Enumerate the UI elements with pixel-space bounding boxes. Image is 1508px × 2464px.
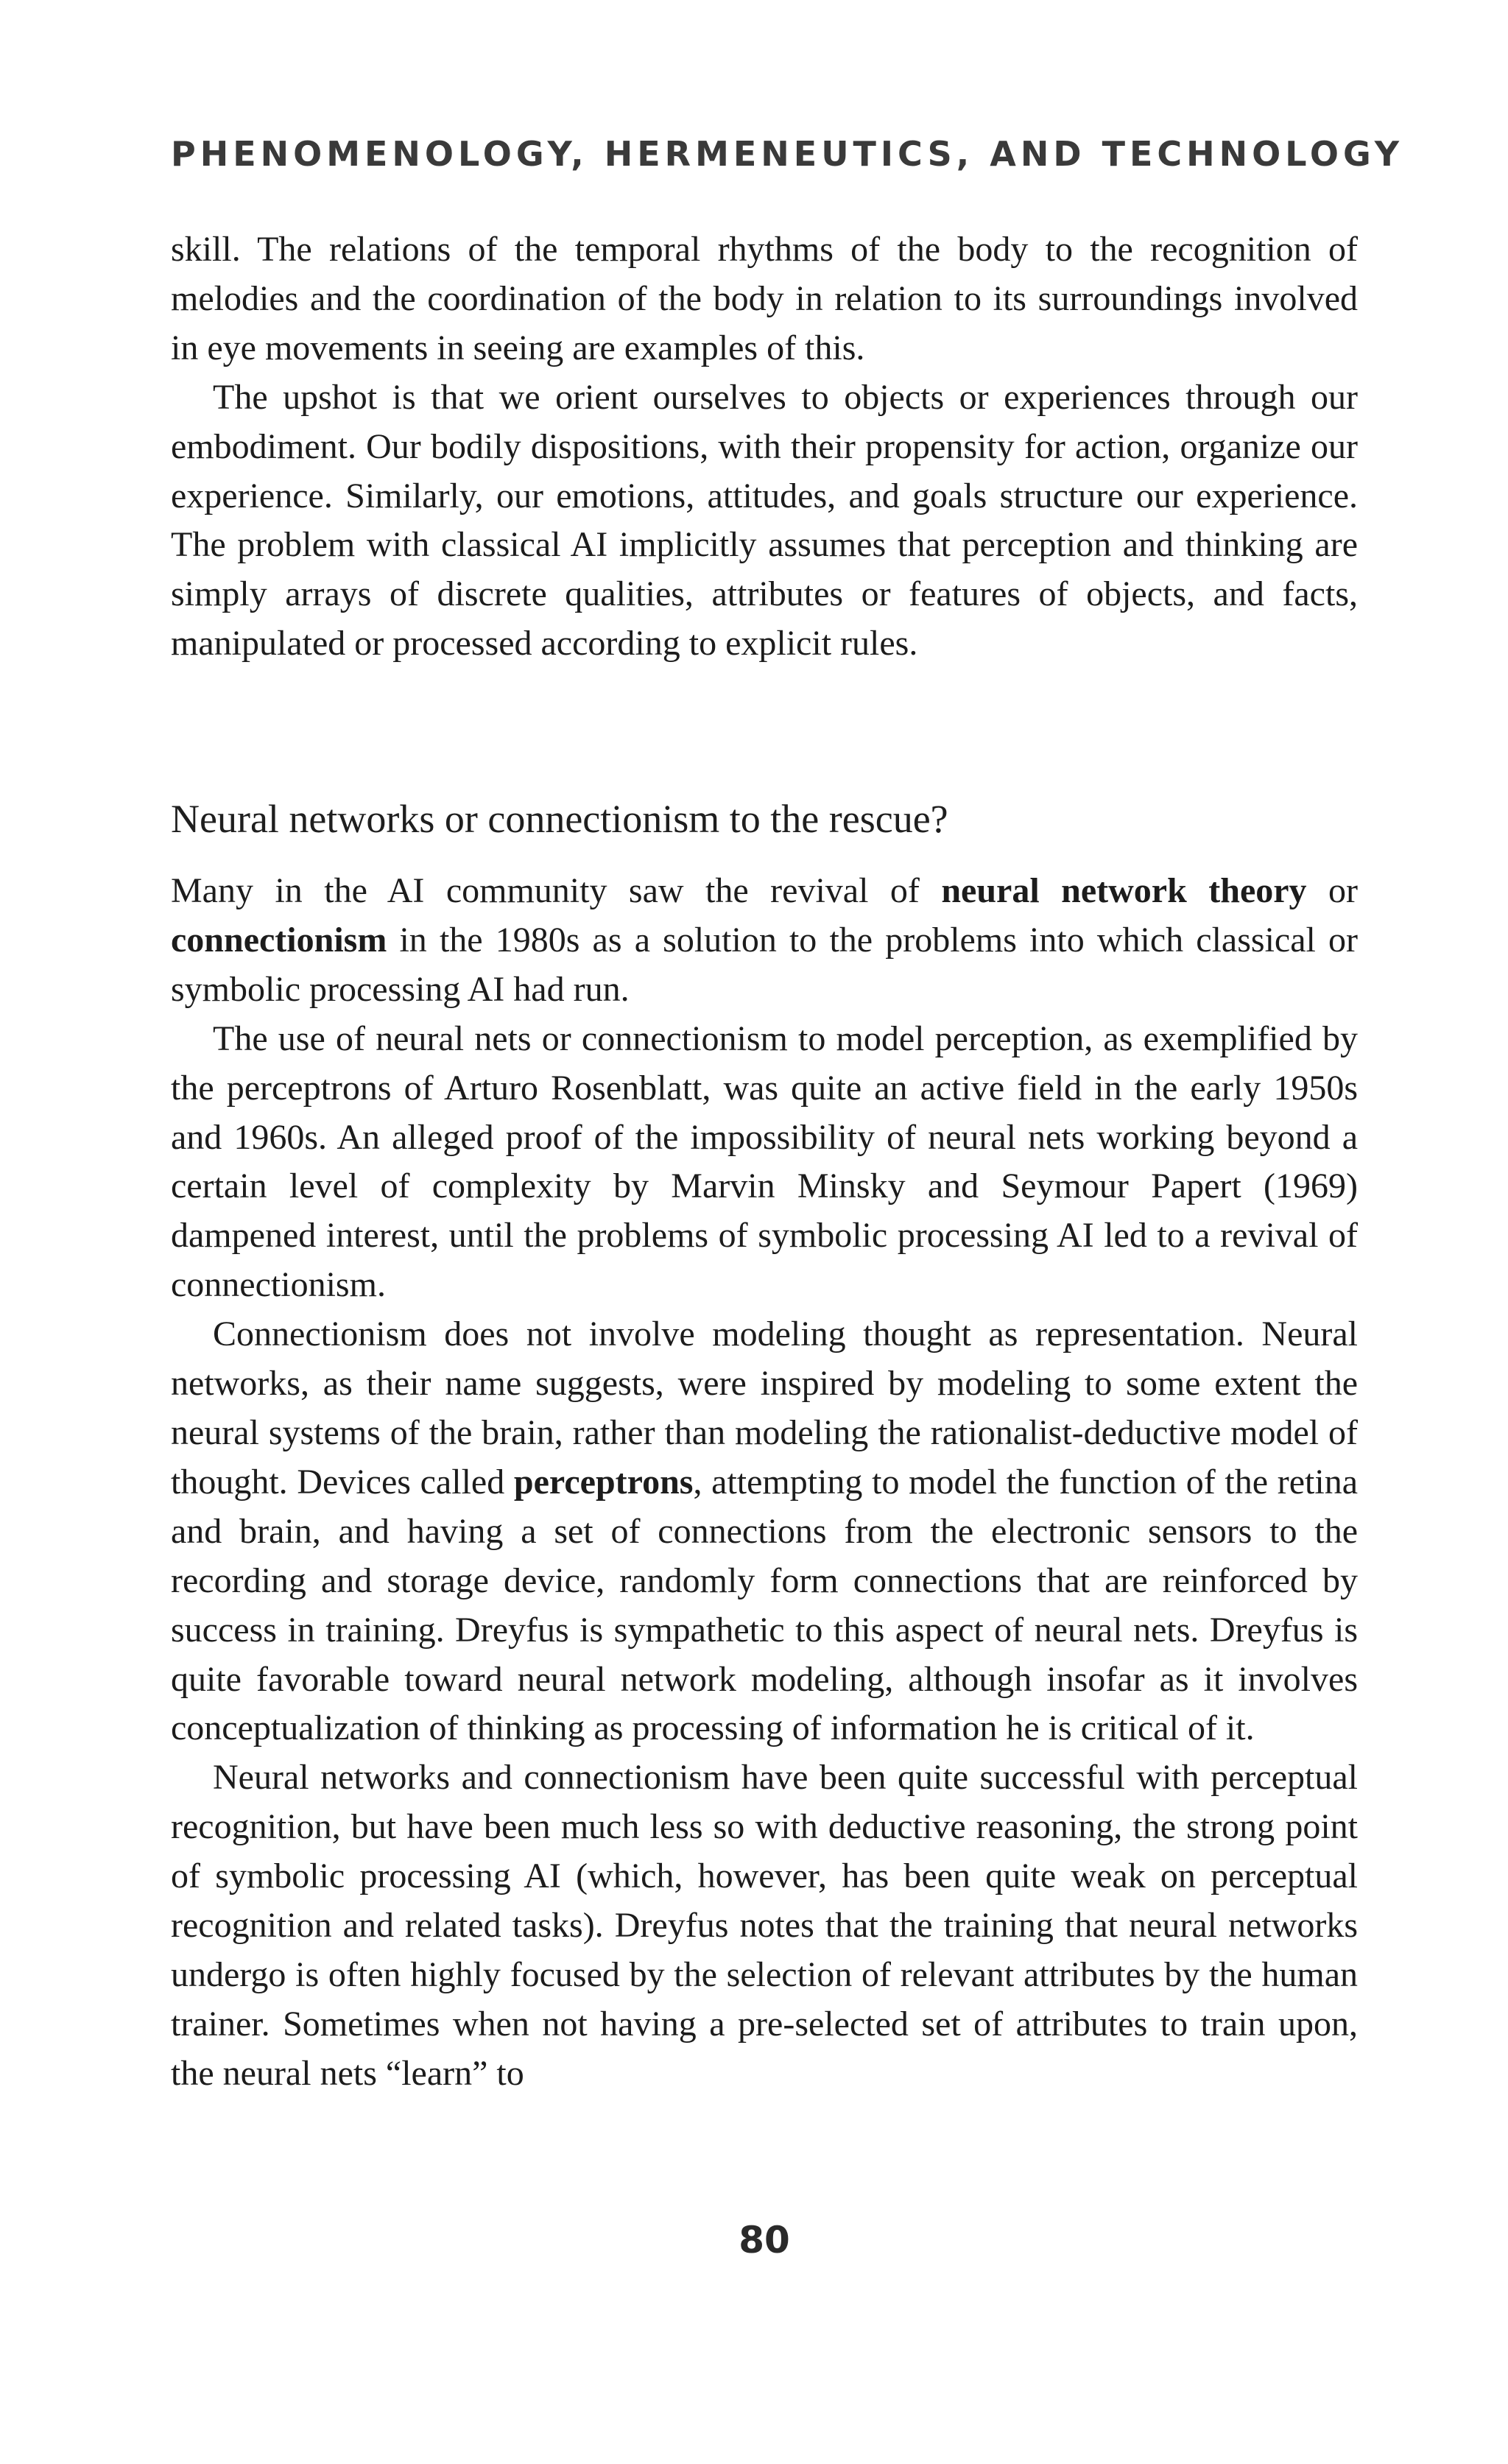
text-run: Connectionism does not involve modeling thought as representation. Neural networks, as their name suggests, were inspired by modeling to some extent the neural systems of the brain, rather than modeling the rationalist-deductive model of thought. Devices called <box>171 1314 1358 1502</box>
body-text-top <box>171 225 1358 669</box>
paragraph-perceptron-history: The use of neural nets or connectionism to model perception, as exemplified by the perceptrons of Arturo Rosenblatt, was quite an active field in the early 1950s and 1960s. An alleged proof of the impossibility of neural nets working beyond a certain level of complexity by Marvin Minsky and Seymour Papert (1969) dampened interest, until the problems of symbolic processing AI led to a revival of connectionism. <box>171 1018 1358 1305</box>
paragraph-connectionism <box>171 1310 1358 1753</box>
bold-term-neural-network-theory: neural network theory <box>941 871 1307 910</box>
section-heading: Neural networks or connectionism to the rescue? <box>171 797 948 841</box>
bold-term-connectionism: connectionism <box>171 920 387 960</box>
paragraph-upshot: The upshot is that we orient ourselves to objects or experiences through our embodiment. Our bodily dispositions, with their propensity for action, organize our experience. Similarly, our emotions, attitudes, and goals structure our experience. The problem with classical AI implicitly assumes that perception and thinking are simply arrays of discrete qualities, attributes or features of objects, and facts, manipulated or processed according to explicit rules. <box>171 377 1358 663</box>
text-run: or <box>1306 871 1358 910</box>
book-page <box>171 0 1404 2464</box>
bold-term-perceptrons: perceptrons <box>513 1462 694 1502</box>
paragraph-revival <box>171 867 1358 1015</box>
paragraph-continuation: skill. The relations of the temporal rhythms of the body to the recognition of melodies and the coordination of the body in relation to its surroundings involved in eye movements in seeing are examples of this. <box>171 230 1358 367</box>
running-head: PHENOMENOLOGY, HERMENEUTICS, AND TECHNOLOGY <box>171 134 1404 174</box>
text-run: , attempting to model the function of the retina and brain, and having a set of connections from the electronic sensors to the recording and storage device, randomly form connections that are reinforced by success in training. Dreyfus is sympathetic to this aspect of neural nets. Dreyfus is quite favorable toward neural network modeling, although insofar as it involves conceptualization of thinking as processing of information he is critical of it. <box>171 1462 1359 1748</box>
text-run: in the 1980s as a solution to the problems into which classical or symbolic processing AI had run. <box>171 920 1358 1009</box>
page-number: 80 <box>739 2219 790 2261</box>
body-text-section <box>171 867 1358 2099</box>
text-run: Many in the AI community saw the revival of <box>171 871 942 910</box>
paragraph-neural-networks-success: Neural networks and connectionism have been quite successful with perceptual recognition, but have been much less so with deductive reasoning, the strong point of symbolic processing AI (which, however, has been quite weak on perceptual recognition and related tasks). Dreyfus notes that the training that neural networks undergo is often highly focused by the selection of relevant attributes by the human trainer. Sometimes when not having a pre-selected set of attributes to train upon, the neural nets “learn” to <box>171 1758 1358 2093</box>
